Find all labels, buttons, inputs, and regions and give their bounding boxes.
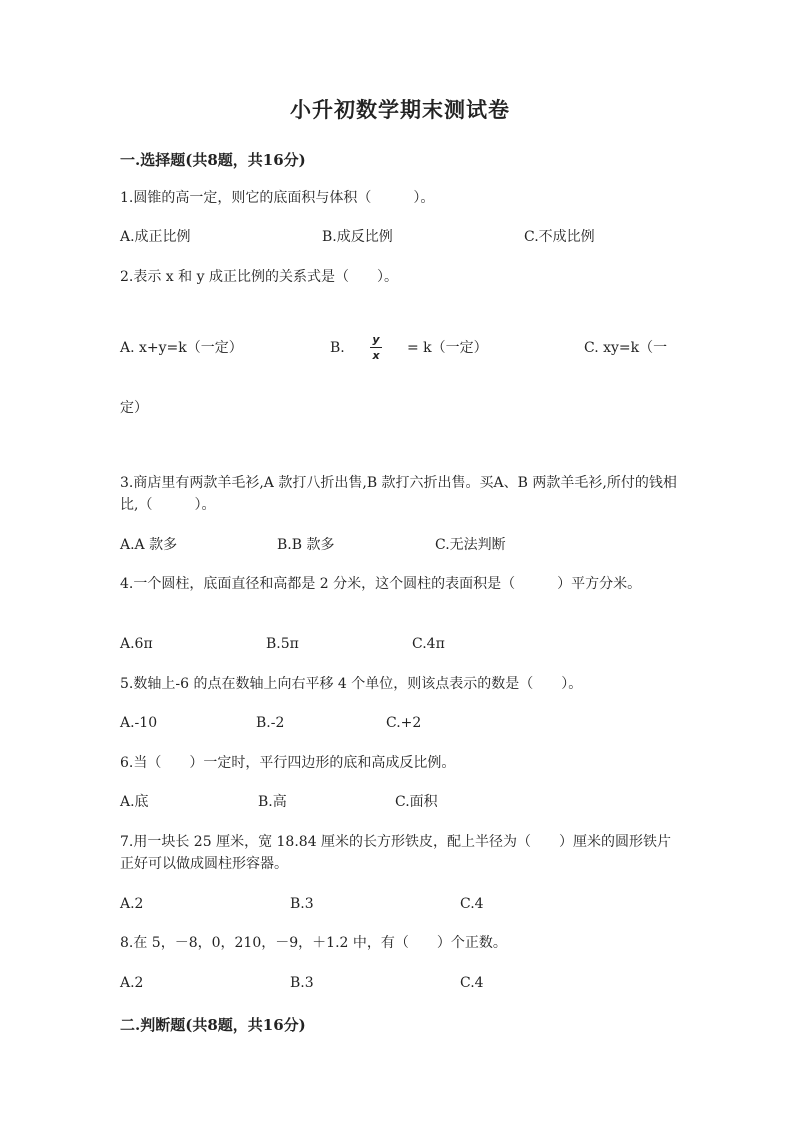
q2-option-c-wrap: 定） — [120, 400, 148, 416]
q5-option-a[interactable]: A.-10 — [120, 715, 158, 731]
q2-option-b-rest: = k（一定） — [407, 340, 488, 356]
q4-option-a[interactable]: A.6π — [120, 636, 153, 652]
fraction-numerator: y — [372, 333, 380, 346]
q1-option-b[interactable]: B.成反比例 — [322, 229, 393, 245]
q8-option-b[interactable]: B.3 — [290, 975, 314, 991]
q7-option-b[interactable]: B.3 — [290, 896, 314, 912]
question-7: 7.用一块长 25 厘米，宽 18.84 厘米的长方形铁皮，配上半径为（ ）厘米的圆形铁片正好可以做成圆柱形容器。 — [120, 834, 672, 872]
q6-option-a[interactable]: A.底 — [120, 794, 149, 810]
q6-option-c[interactable]: C.面积 — [395, 794, 438, 810]
q3-option-c[interactable]: C.无法判断 — [435, 537, 506, 553]
fraction-denominator: x — [372, 349, 380, 362]
question-1: 1.圆锥的高一定，则它的底面积与体积（ ）。 — [120, 190, 435, 206]
q1-option-c[interactable]: C.不成比例 — [524, 229, 595, 245]
q2-option-c[interactable]: C. xy=k（一 — [584, 340, 668, 356]
q3-option-b[interactable]: B.B 款多 — [277, 537, 335, 553]
q8-option-c[interactable]: C.4 — [460, 975, 484, 991]
question-2: 2.表示 x 和 y 成正比例的关系式是（ ）。 — [120, 269, 398, 285]
q6-option-b[interactable]: B.高 — [258, 794, 287, 810]
q2-fraction — [370, 333, 382, 362]
question-4: 4.一个圆柱，底面直径和高都是 2 分米，这个圆柱的表面积是（ ）平方分米。 — [120, 576, 642, 592]
q3-option-a[interactable]: A.A 款多 — [120, 537, 178, 553]
q5-option-b[interactable]: B.-2 — [256, 715, 285, 731]
q1-option-a[interactable]: A.成正比例 — [120, 229, 191, 245]
page-title: 小升初数学期末测试卷 — [290, 97, 510, 122]
q4-option-b[interactable]: B.5π — [266, 636, 299, 652]
section-heading-true-false: 二.判断题(共8题，共16分) — [120, 1016, 306, 1034]
question-5: 5.数轴上-6 的点在数轴上向右平移 4 个单位，则该点表示的数是（ ）。 — [120, 676, 583, 692]
q7-option-a[interactable]: A.2 — [120, 896, 144, 912]
section-heading-choice: 一.选择题(共8题，共16分) — [120, 151, 306, 169]
q2-option-a[interactable]: A. x+y=k（一定） — [120, 340, 243, 356]
q5-option-c[interactable]: C.+2 — [386, 715, 422, 731]
q2-option-b[interactable]: B. — [330, 340, 345, 356]
q8-option-a[interactable]: A.2 — [120, 975, 144, 991]
q7-option-c[interactable]: C.4 — [460, 896, 484, 912]
q4-option-c[interactable]: C.4π — [412, 636, 445, 652]
question-6: 6.当（ ）一定时，平行四边形的底和高成反比例。 — [120, 755, 456, 771]
question-8: 8.在 5，－8，0，210，－9，＋1.2 中，有（ ）个正数。 — [120, 935, 507, 951]
question-3: 3.商店里有两款羊毛衫,A 款打八折出售,B 款打六折出售。买A、B 两款羊毛衫,所付的钱相比,（ ）。 — [120, 475, 677, 513]
fraction-bar — [370, 347, 382, 348]
